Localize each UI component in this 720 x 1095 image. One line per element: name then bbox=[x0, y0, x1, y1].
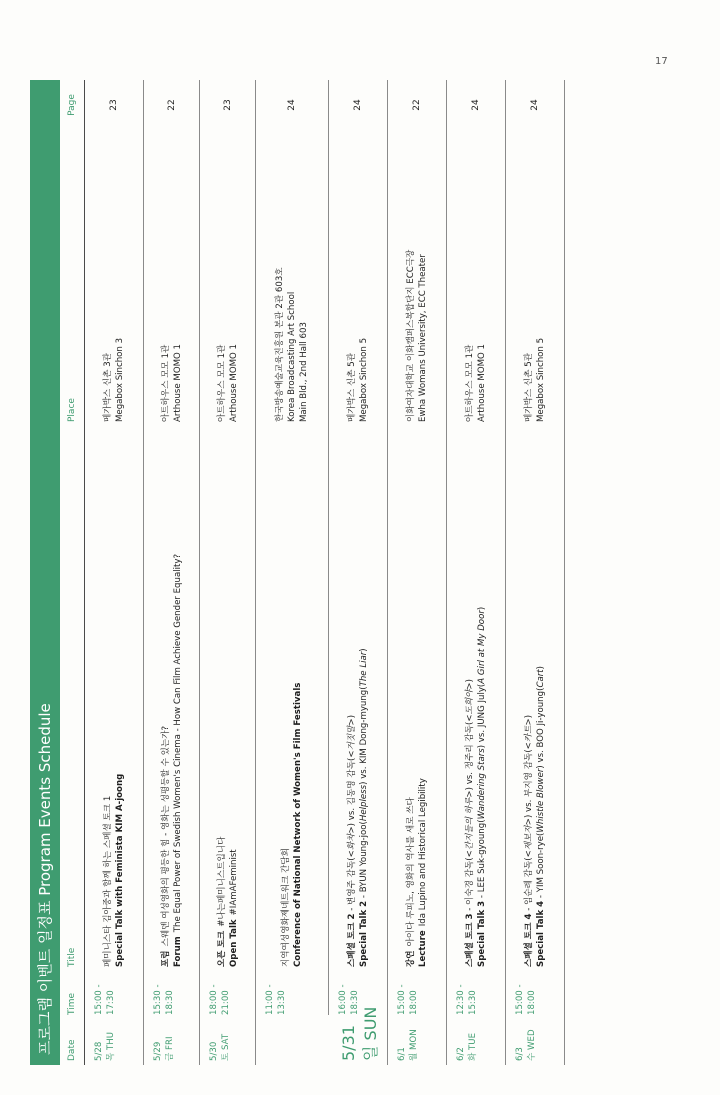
place-english: Megabox Sinchon 5 bbox=[536, 337, 546, 422]
title-english-film-2: A Girl at My Door bbox=[477, 610, 487, 684]
date-day: 5/30 bbox=[209, 1041, 219, 1061]
title-cell bbox=[160, 422, 184, 967]
page-cell: 24 bbox=[353, 99, 363, 111]
place-english: Ewha Womans University, ECC Theater bbox=[418, 254, 428, 422]
title-korean-c: ) bbox=[524, 714, 534, 719]
page-cell: 23 bbox=[109, 99, 119, 111]
date-day: 6/3 bbox=[515, 1047, 525, 1061]
table-row bbox=[447, 80, 506, 1065]
title-english-c: ) bbox=[536, 666, 546, 670]
time-start: 16:00 - bbox=[338, 984, 348, 1015]
title-english-bold: Special Talk 3 bbox=[477, 900, 487, 967]
title-korean bbox=[464, 428, 476, 967]
title-korean-film-1: <제보자> bbox=[524, 818, 534, 858]
title-korean-a: - 변영주 감독( bbox=[347, 857, 357, 914]
title-english-b: ) vs. BOO Ji-young( bbox=[536, 687, 546, 769]
title-korean: 페미니스타 김아중과 함께 하는 스페셜 토크 1 bbox=[103, 795, 113, 967]
date-weekday: 금 FRI bbox=[165, 1036, 175, 1061]
title-english-a: - YIM Soon-rye( bbox=[536, 832, 546, 901]
title-english-b: ) vs. KIM Dong-myung( bbox=[359, 686, 369, 785]
title-english: Special Talk with Feminista KIM A-joong bbox=[115, 773, 125, 967]
page-cell: 24 bbox=[530, 99, 540, 111]
place-english: Korea Broadcasting Art School bbox=[287, 291, 297, 422]
title-korean-label: 오픈 토크 bbox=[216, 930, 227, 967]
title-english-film-2: The Liar bbox=[359, 651, 369, 687]
title-korean-c: ) bbox=[465, 679, 475, 683]
page-number: 17 bbox=[655, 56, 668, 67]
time-cell bbox=[144, 967, 176, 1015]
page-cell: 22 bbox=[412, 99, 422, 111]
date-day: 6/1 bbox=[397, 1047, 407, 1061]
title-cell bbox=[216, 422, 240, 967]
title-english: Conference of National Network of Women's Film Festivals bbox=[293, 682, 303, 967]
date-group-sessions bbox=[256, 80, 387, 1015]
time-end: 15:30 bbox=[468, 990, 478, 1015]
schedule-banner-title: 프로그램 이벤트 일정표 Program Events Schedule bbox=[30, 80, 60, 1065]
place-cell bbox=[346, 130, 370, 422]
time-end: 13:30 bbox=[277, 990, 287, 1015]
date-weekday: 토 SAT bbox=[221, 1033, 231, 1061]
place-cell bbox=[405, 130, 429, 422]
title-korean-text: 스웨덴 여성영화의 평등한 힘 - 영화는 성평등할 수 있는가? bbox=[160, 725, 171, 947]
title-english-bold: Special Talk 2 bbox=[359, 900, 369, 967]
date-weekday: 목 THU bbox=[106, 1031, 116, 1061]
place-english: Arthouse MOMO 1 bbox=[477, 344, 487, 422]
place-cell bbox=[102, 130, 126, 422]
place-cell bbox=[523, 130, 547, 422]
title-korean-c: ) bbox=[347, 714, 357, 719]
place-korean: 한국방송예술교육진흥원 본관 2관 603호 bbox=[275, 267, 285, 422]
place-english-2: Main Bld., 2nd Hall 603 bbox=[299, 322, 309, 422]
header-page: Page bbox=[67, 94, 77, 116]
title-korean-label: 강연 bbox=[406, 950, 416, 967]
title-english-label: Lecture bbox=[418, 930, 428, 967]
title-korean-film-2: <도희야> bbox=[465, 682, 475, 722]
title-korean-b: ) vs. 정주리 감독( bbox=[465, 721, 475, 791]
date-day: 5/31 bbox=[339, 1025, 358, 1061]
time-start: 11:00 - bbox=[265, 984, 275, 1015]
time-cell bbox=[256, 967, 288, 1015]
time-cell bbox=[447, 967, 479, 1015]
title-english-a: - BYUN Young-joo( bbox=[359, 821, 369, 901]
time-start: 18:00 - bbox=[209, 984, 219, 1015]
date-cell bbox=[256, 1006, 387, 1065]
title-korean-film-1: <화차> bbox=[347, 826, 357, 858]
title-korean-film-1: <간지들의 하루> bbox=[465, 790, 475, 858]
table-row bbox=[506, 80, 565, 1065]
time-cell bbox=[506, 967, 538, 1015]
page-cell: 24 bbox=[287, 99, 297, 111]
time-cell bbox=[200, 967, 232, 1015]
date-weekday: 화 TUE bbox=[468, 1032, 478, 1061]
page-cell: 22 bbox=[166, 99, 177, 111]
header-date: Date bbox=[67, 1039, 77, 1061]
place-cell bbox=[274, 130, 310, 422]
table-header-row bbox=[60, 80, 85, 1065]
time-cell bbox=[388, 967, 420, 1015]
title-english-c: ) bbox=[359, 648, 369, 652]
title-korean-bold: 스페셜 토크 3 bbox=[465, 913, 475, 967]
title-cell bbox=[405, 422, 429, 967]
time-start: 12:30 - bbox=[456, 984, 466, 1015]
title-korean bbox=[160, 428, 172, 967]
table-row bbox=[200, 80, 256, 1065]
place-korean: 메가박스 신촌 5관 bbox=[347, 352, 357, 422]
date-cell bbox=[506, 1015, 538, 1065]
place-english: Arthouse MOMO 1 bbox=[228, 344, 239, 422]
title-english-text: Ida Lupino and Historical Legibility bbox=[418, 778, 428, 927]
header-title: Title bbox=[67, 947, 77, 967]
date-day: 5/28 bbox=[94, 1041, 104, 1061]
table-row bbox=[329, 80, 387, 1015]
title-english-b: ) vs. JUNG July( bbox=[477, 683, 487, 749]
title-english bbox=[476, 428, 488, 967]
title-korean-label: 포럼 bbox=[160, 950, 171, 967]
header-place: Place bbox=[67, 398, 77, 422]
title-korean-bold: 스페셜 토크 4 bbox=[524, 913, 534, 967]
time-end: 18:30 bbox=[350, 990, 360, 1015]
place-english: Megabox Sinchon 3 bbox=[115, 337, 125, 422]
title-cell bbox=[464, 422, 488, 967]
title-korean-film-2: <카트> bbox=[524, 718, 534, 750]
title-korean bbox=[405, 428, 417, 967]
time-end: 18:00 bbox=[409, 990, 419, 1015]
date-weekday: 일 SUN bbox=[361, 1006, 380, 1061]
place-korean: 아트하우스 모모 1관 bbox=[216, 344, 227, 422]
title-english-bold: Special Talk 4 bbox=[536, 900, 546, 967]
title-english-text: #IAmAFeminist bbox=[228, 849, 239, 916]
title-english-film-2: Cart bbox=[536, 669, 546, 688]
time-start: 15:00 - bbox=[515, 984, 525, 1015]
place-korean: 메가박스 신촌 5관 bbox=[524, 352, 534, 422]
title-english-a: - LEE Suk-gyoung( bbox=[477, 819, 487, 901]
title-english bbox=[417, 428, 429, 967]
date-cell bbox=[144, 1015, 176, 1065]
place-korean: 메가박스 신촌 3관 bbox=[103, 352, 113, 422]
title-korean bbox=[346, 428, 358, 967]
time-end: 18:30 bbox=[165, 990, 175, 1015]
title-korean-a: - 이숙경 감독( bbox=[465, 857, 475, 914]
place-cell bbox=[464, 130, 488, 422]
page-cell: 23 bbox=[222, 99, 233, 111]
time-end: 18:00 bbox=[527, 990, 537, 1015]
time-end: 21:00 bbox=[221, 990, 231, 1015]
table-row bbox=[256, 80, 329, 1015]
place-english: Arthouse MOMO 1 bbox=[172, 344, 183, 422]
date-cell bbox=[85, 1015, 117, 1065]
title-english bbox=[228, 428, 240, 967]
title-english-label: Forum bbox=[172, 936, 183, 967]
title-english-film-1: Wandering Stars bbox=[477, 748, 487, 820]
place-korean: 아트하우스 모모 1관 bbox=[160, 344, 171, 422]
schedule-table bbox=[30, 80, 575, 1065]
date-day: 6/2 bbox=[456, 1047, 466, 1061]
title-english bbox=[535, 428, 547, 967]
page-cell: 24 bbox=[471, 99, 481, 111]
title-korean: 지역여성영화제네트워크 간담회 bbox=[281, 848, 291, 967]
title-korean-film-2: <거짓말> bbox=[347, 718, 357, 758]
date-weekday: 수 WED bbox=[527, 1029, 537, 1061]
title-english-film-1: Whistle Blower bbox=[536, 768, 546, 833]
title-korean-b: ) vs. 김동명 감독( bbox=[347, 757, 357, 827]
title-english-text: The Equal Power of Swedish Women's Cinema - How Can Film Achieve Gender Equality? bbox=[172, 553, 183, 933]
date-cell bbox=[447, 1015, 479, 1065]
title-korean bbox=[523, 428, 535, 967]
title-cell bbox=[102, 422, 126, 967]
place-cell bbox=[216, 130, 240, 422]
title-english bbox=[358, 428, 370, 967]
table-row bbox=[85, 80, 144, 1065]
place-english: Megabox Sinchon 5 bbox=[359, 337, 369, 422]
title-cell bbox=[523, 422, 547, 967]
time-end: 17:30 bbox=[106, 990, 116, 1015]
title-korean bbox=[216, 428, 228, 967]
time-start: 15:00 - bbox=[94, 984, 104, 1015]
title-cell bbox=[346, 422, 370, 967]
date-group-5-31 bbox=[256, 80, 388, 1065]
title-english-label: Open Talk bbox=[228, 919, 239, 967]
date-day: 5/29 bbox=[153, 1041, 163, 1061]
table-row bbox=[144, 80, 200, 1065]
place-korean: 이화여자대학교 이화캠퍼스복합단지 ECC극장 bbox=[406, 249, 416, 422]
place-cell bbox=[160, 130, 184, 422]
date-cell bbox=[388, 1015, 420, 1065]
time-start: 15:00 - bbox=[397, 984, 407, 1015]
date-cell bbox=[200, 1015, 232, 1065]
time-cell bbox=[329, 967, 361, 1015]
title-cell bbox=[280, 422, 304, 967]
title-english bbox=[172, 428, 184, 967]
header-time: Time bbox=[67, 992, 77, 1015]
title-korean-a: - 임순례 감독( bbox=[524, 857, 534, 914]
place-korean: 아트하우스 모모 1관 bbox=[465, 344, 475, 422]
title-english-c: ) bbox=[477, 606, 487, 611]
date-weekday: 월 MON bbox=[409, 1029, 419, 1061]
title-korean-b: ) vs. 부지영 감독( bbox=[524, 749, 534, 819]
title-english-film-1: Helpless bbox=[359, 784, 369, 822]
time-cell bbox=[85, 967, 117, 1015]
title-korean-text: 아이다 루피노, 영화의 역사를 새로 쓰다 bbox=[406, 797, 416, 947]
title-korean-bold: 스페셜 토크 2 bbox=[347, 913, 357, 967]
table-row bbox=[388, 80, 447, 1065]
title-korean-text: #나는페미니스트입니다 bbox=[216, 836, 227, 927]
time-start: 15:30 - bbox=[153, 984, 163, 1015]
